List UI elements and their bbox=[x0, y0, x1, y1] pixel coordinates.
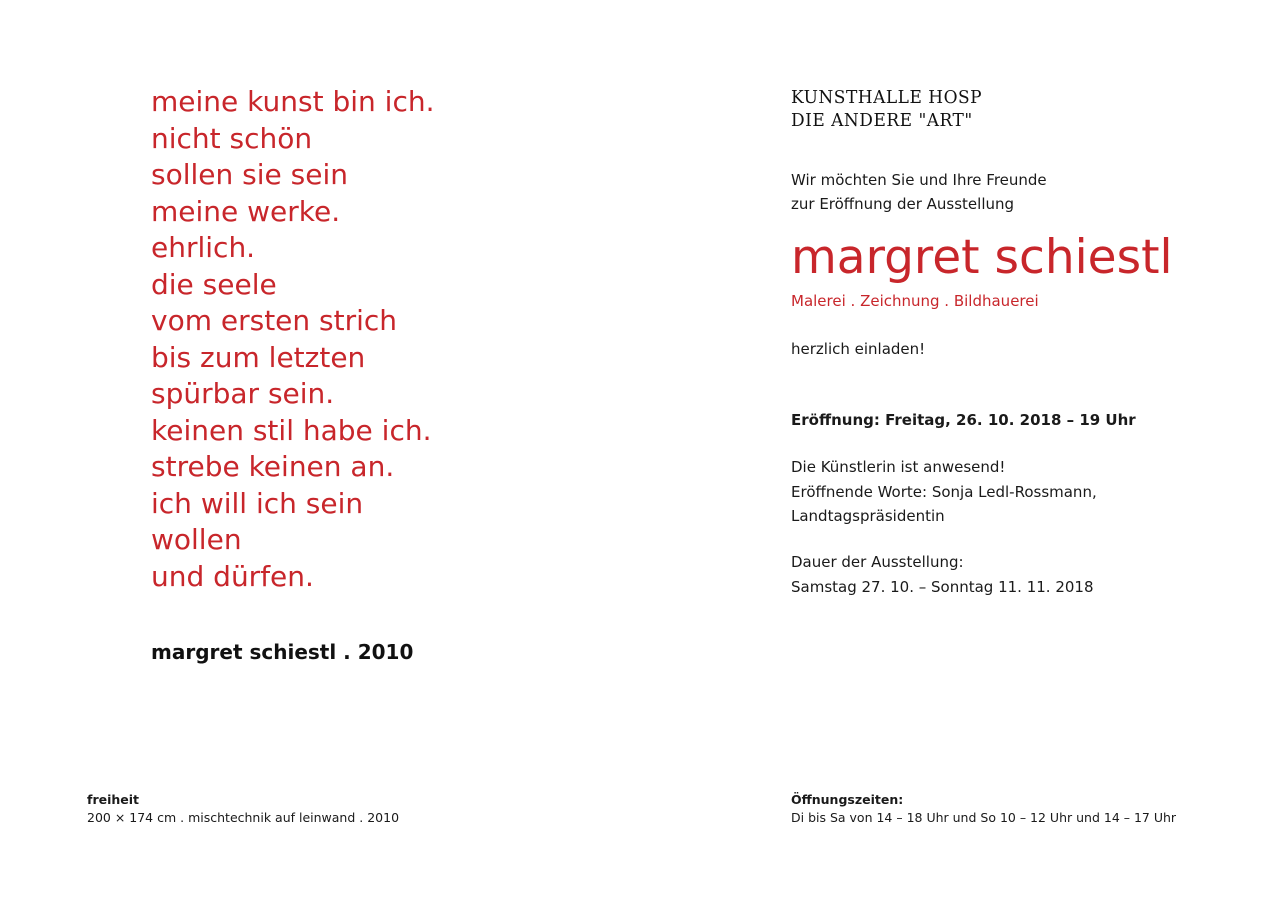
poem-line: ehrlich. bbox=[151, 231, 256, 264]
poem-line: keinen stil habe ich. bbox=[151, 413, 432, 447]
invitation-intro bbox=[791, 169, 1047, 216]
poem-line: strebe keinen an. bbox=[151, 450, 395, 483]
presence-info bbox=[791, 455, 1097, 529]
poem-line: und dürfen. bbox=[151, 559, 314, 593]
invitation-line: Wir möchten Sie und Ihre Freunde bbox=[791, 171, 1047, 189]
poem bbox=[151, 84, 435, 595]
invitation-welcome: herzlich einladen! bbox=[791, 340, 926, 358]
exhibition-duration bbox=[791, 550, 1094, 599]
artist-name: margret schiestl bbox=[791, 230, 1173, 285]
duration-label: Dauer der Ausstellung: bbox=[791, 553, 964, 571]
opening-date: Eröffnung: Freitag, 26. 10. 2018 – 19 Uhr bbox=[791, 411, 1136, 429]
artist-disciplines: Malerei . Zeichnung . Bildhauerei bbox=[791, 292, 1039, 310]
gallery-tagline: DIE ANDERE "ART" bbox=[791, 110, 973, 132]
poem-signature: margret schiestl . 2010 bbox=[151, 640, 414, 664]
presence-line: Die Künstlerin ist anwesend! bbox=[791, 458, 1006, 476]
poem-line: meine kunst bin ich. bbox=[151, 85, 435, 118]
poem-line: spürbar sein. bbox=[151, 377, 335, 410]
gallery-name: KUNSTHALLE HOSP bbox=[791, 87, 983, 109]
poem-line: vom ersten strich bbox=[151, 304, 398, 337]
hours-label: Öffnungszeiten: bbox=[791, 792, 904, 807]
poem-line: nicht schön bbox=[151, 121, 313, 155]
gallery-logo bbox=[791, 86, 982, 132]
artwork-details: 200 × 174 cm . mischtechnik auf leinwand . 2010 bbox=[87, 810, 400, 825]
poem-line: bis zum letzten bbox=[151, 340, 366, 374]
poem-line: meine werke. bbox=[151, 194, 341, 228]
duration-range: Samstag 27. 10. – Sonntag 11. 11. 2018 bbox=[791, 577, 1094, 596]
poem-line: die seele bbox=[151, 267, 277, 301]
presence-line: Eröffnende Worte: Sonja Ledl-Rossmann, bbox=[791, 482, 1097, 501]
hours-text: Di bis Sa von 14 – 18 Uhr und So 10 – 12 Uhr und 14 – 17 Uhr bbox=[791, 810, 1177, 825]
artwork-caption bbox=[87, 791, 399, 827]
presence-line: Landtagspräsidentin bbox=[791, 507, 945, 525]
poem-line: sollen sie sein bbox=[151, 158, 348, 191]
invitation-line: zur Eröffnung der Ausstellung bbox=[791, 194, 1015, 213]
opening-hours bbox=[791, 791, 1176, 827]
artwork-title: freiheit bbox=[87, 792, 140, 807]
poem-line: wollen bbox=[151, 523, 242, 556]
poem-line: ich will ich sein bbox=[151, 486, 364, 520]
